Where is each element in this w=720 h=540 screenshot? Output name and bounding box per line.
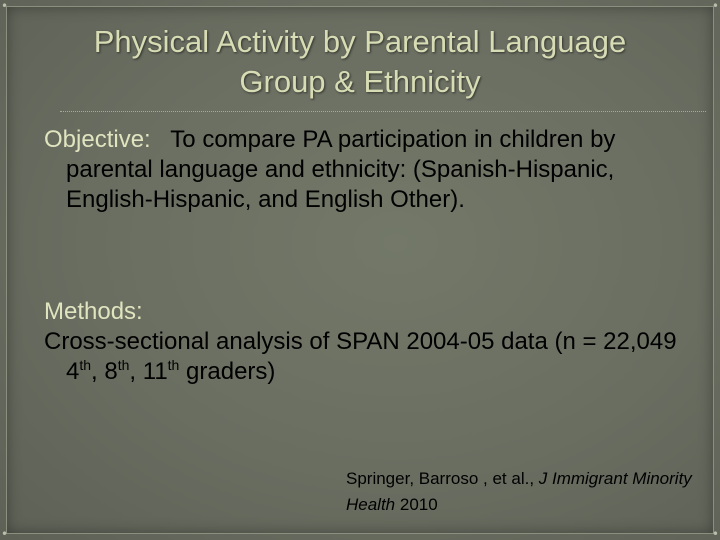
ordinal-suffix: th [117, 357, 130, 373]
objective-text: To compare PA participation in children by parental language and ethnicity: (Spanish-Hispanic, English-Hispanic, and English Other). [66, 126, 616, 213]
methods-label: Methods: [44, 298, 143, 325]
methods-text [44, 327, 684, 387]
ordinal-suffix: th [167, 357, 180, 373]
slide-title [30, 22, 690, 102]
objective-paragraph [44, 125, 706, 215]
citation-year: 2010 [395, 495, 438, 514]
corner-ornament-icon: • [1, 0, 9, 13]
citation [346, 466, 706, 518]
corner-ornament-icon: • [711, 527, 719, 540]
objective-label: Objective: [44, 126, 151, 153]
slide-title-line-2: Group & Ethnicity [239, 64, 481, 99]
citation-authors: Springer, Barroso , et al., [346, 469, 539, 488]
citation-journal: J Immigrant Minority Health [346, 469, 692, 514]
corner-ornament-icon: • [711, 0, 719, 13]
methods-text-sep: , 8 [91, 358, 118, 385]
methods-text-sep: , 11 [129, 358, 168, 385]
methods-text-suffix: graders) [179, 358, 276, 385]
methods-section [44, 297, 684, 387]
ordinal-suffix: th [79, 357, 92, 373]
slide-title-line-1: Physical Activity by Parental Language [93, 24, 627, 59]
corner-ornament-icon: • [1, 527, 9, 540]
title-divider [60, 111, 706, 112]
methods-text-prefix: Cross-sectional analysis of SPAN 2004-05 data (n = 22,049 4 [44, 328, 677, 385]
